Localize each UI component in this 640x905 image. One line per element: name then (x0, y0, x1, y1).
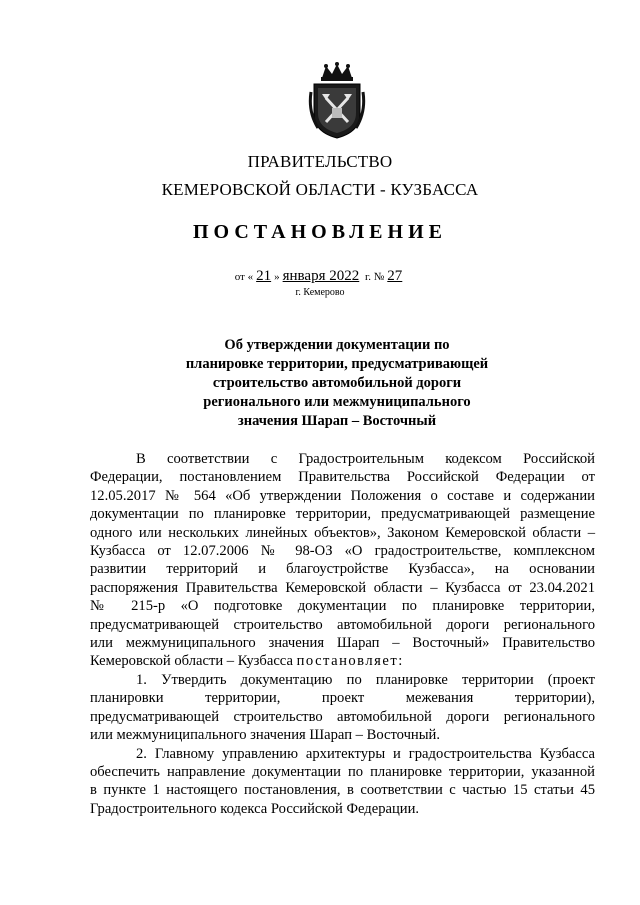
document-subject (150, 336, 524, 431)
body-line: предусматривающей строительство автомобильной дороги регионального (90, 616, 595, 633)
date-year-suffix: г. (365, 271, 372, 283)
government-name-line2: КЕМЕРОВСКОЙ ОБЛАСТИ - КУЗБАССА (161, 180, 479, 199)
body-line: документации по планировке территории, предусматривающей размещение (90, 506, 595, 523)
subject-line: значения Шарап – Восточный (237, 413, 437, 429)
body-line: Кузбасса от 12.07.2006 № 98-ОЗ «О градостроительстве, комплексном (90, 543, 595, 560)
document-number: 27 (387, 268, 403, 284)
resolution-keyword: постановляет: (296, 653, 404, 670)
body-line: распоряжения Правительства Кемеровской области – Кузбасса от 23.04.2021 (90, 579, 595, 596)
government-name-line1: ПРАВИТЕЛЬСТВО (247, 152, 393, 171)
subject-line: Об утверждении документации по (224, 337, 450, 353)
body-line: Градостроительного кодекса Российской Федерации. (90, 800, 420, 817)
subject-line: строительство автомобильной дороги (212, 375, 462, 391)
body-line: Федерации, постановлением Правительства Российской Федерации от (90, 469, 595, 486)
date-day: 21 (256, 268, 272, 284)
body-line: предусматривающей строительство автомобильной дороги регионального (90, 708, 595, 725)
body-line: или межмуниципального значения Шарап – Восточный» Правительство (90, 635, 595, 652)
city-label: г. Кемерово (295, 287, 345, 298)
date-prefix: от « (234, 271, 254, 283)
number-label: № (373, 271, 385, 283)
body-line: одного или нескольких линейных объектов», Законом Кемеровской области – (90, 524, 595, 541)
body-line: развитии территорий и благоустройстве Кузбасса», на основании (90, 561, 595, 578)
body-line: В соответствии с Градостроительным кодексом Российской (136, 451, 595, 467)
body-line: 1. Утвердить документацию по планировке территории (проект (136, 671, 595, 688)
body-line (90, 652, 595, 670)
body-line: планировки территории, проект межевания территории), (90, 690, 595, 707)
subject-line: регионального или межмуниципального (203, 394, 471, 410)
subject-line: планировке территории, предусматривающей (185, 356, 489, 372)
body-line: в пункте 1 настоящего постановления, в соответствии с частью 15 статьи 45 (90, 782, 595, 799)
document-type-title: ПОСТАНОВЛЕНИЕ (193, 221, 447, 243)
date-number-line (0, 268, 640, 285)
body-line: или межмуниципального значения Шарап – Восточный. (90, 727, 440, 744)
body-line: № 215-р «О подготовке документации по планировке территории, (90, 598, 595, 615)
date-mid: » (274, 271, 280, 283)
body-line: 12.05.2017 № 564 «Об утверждении Положения о составе и содержании (90, 487, 595, 504)
body-line: 2. Главному управлению архитектуры и градостроительства Кузбасса (136, 745, 595, 762)
body-line: обеспечить направление документации по планировке территории, указанной (90, 763, 595, 780)
coat-of-arms-emblem-icon (308, 62, 366, 140)
body-line-text: Кемеровской области – Кузбасса (90, 653, 293, 670)
date-month-year: января 2022 (282, 268, 360, 284)
document-body (90, 450, 595, 818)
